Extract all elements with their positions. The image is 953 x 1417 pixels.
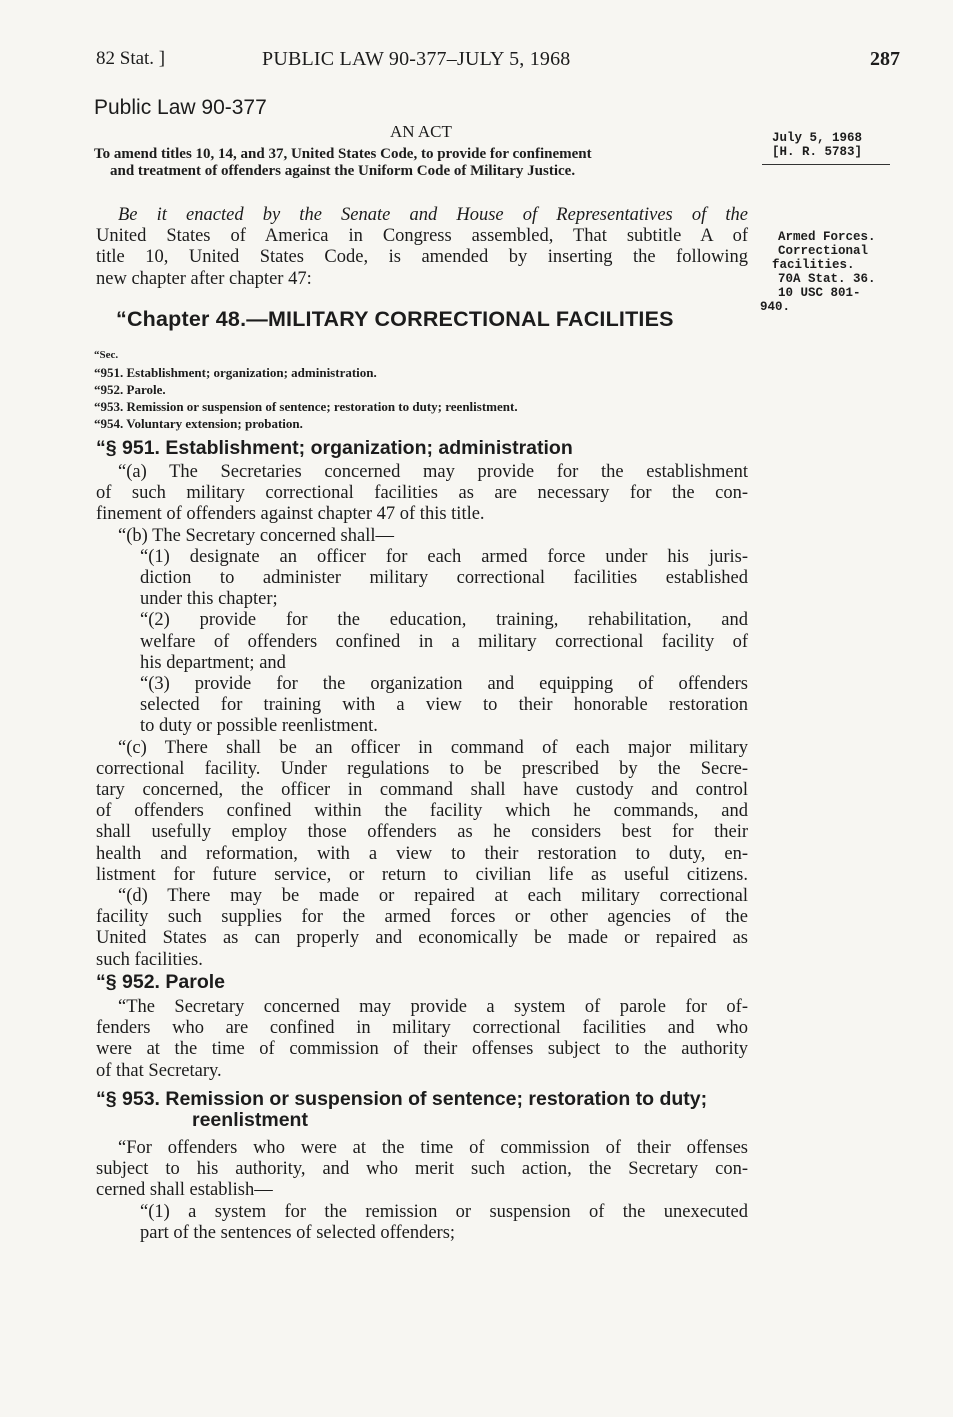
text-line: his department; and: [140, 652, 286, 673]
text-line: “For offenders who were at the time of commission of their offenses: [118, 1138, 748, 1158]
text-line: part of the sentences of selected offenders;: [140, 1222, 456, 1243]
act-title: [94, 146, 754, 180]
toc-item: “952. Parole.: [94, 382, 166, 397]
text-line: “(2) provide for the education, training, rehabilitation, and: [140, 610, 748, 631]
toc-item: “954. Voluntary extension; probation.: [94, 416, 303, 431]
margin-note-line: Correctional: [778, 244, 869, 258]
text-line: “(a) The Secretaries concerned may provide for the establishment: [118, 462, 748, 482]
text-line: subject to his authority, and who merit such action, the Secretary con-: [96, 1159, 748, 1180]
margin-note-line: facilities.: [772, 258, 855, 272]
text-line: of that Secretary.: [96, 1060, 222, 1081]
text-line: fenders who are confined in military correctional facilities and who: [96, 1018, 748, 1039]
section-953-heading: [96, 1089, 707, 1131]
act-title-line: and treatment of offenders against the Uniform Code of Military Justice.: [110, 163, 576, 179]
enacting-clause: [96, 205, 748, 290]
section-951-heading: “§ 951. Establishment; organization; administration: [96, 437, 573, 459]
text-line: were at the time of commission of their offenses subject to the authority: [96, 1039, 748, 1060]
text-line: listment for future service, or return to civilian life as useful citizens.: [96, 864, 748, 885]
margin-rule: [762, 164, 890, 165]
text-line: shall usefully employ those offenders as he considers best for their: [96, 822, 748, 843]
section-953-heading-line: reenlistment: [192, 1109, 308, 1131]
text-line: under this chapter;: [140, 589, 278, 610]
running-head-title: PUBLIC LAW 90-377–JULY 5, 1968: [262, 48, 571, 70]
section-951-body: [96, 462, 748, 971]
toc-item: “953. Remission or suspension of sentence; restoration to duty; reenlistment.: [94, 399, 518, 414]
margin-note-line: 940.: [760, 300, 791, 314]
section-952-body: [96, 997, 748, 1082]
margin-date: July 5, 1968: [772, 131, 863, 145]
text-line: of offenders confined within the facility which he commands, and: [96, 801, 748, 822]
margin-note-line: 70A Stat. 36.: [778, 272, 876, 286]
text-line: “(d) There may be made or repaired at each military correctional: [118, 886, 748, 907]
margin-bill-number: [H. R. 5783]: [772, 145, 863, 159]
text-line: “(1) a system for the remission or suspension of the unexecuted: [140, 1201, 748, 1222]
act-title-line: To amend titles 10, 14, and 37, United States Code, to provide for confinement: [94, 146, 592, 162]
section-table: [94, 347, 518, 432]
text-line: cerned shall establish—: [96, 1180, 273, 1201]
margin-date-note: [772, 131, 862, 159]
text-line: finement of offenders against chapter 47 of this title.: [96, 504, 485, 525]
stat-reference: 82 Stat. ]: [96, 48, 166, 69]
text-line: facility such supplies for the armed forces or other agencies of the: [96, 907, 748, 928]
enacting-line: Be it enacted by the Senate and House of Representatives of the: [118, 205, 748, 225]
text-line: of such military correctional facilities as are necessary for the con-: [96, 483, 748, 504]
section-953-heading-line: “§ 953. Remission or suspension of sentence; restoration to duty;: [96, 1088, 708, 1110]
text-line: tary concerned, the officer in command shall have custody and control: [96, 780, 748, 801]
text-line: “(c) There shall be an officer in command of each major military: [118, 737, 748, 758]
an-act-label: AN ACT: [390, 122, 452, 141]
margin-note-line: 10 USC 801-: [778, 286, 861, 300]
text-line: to duty or possible reenlistment.: [140, 716, 378, 737]
margin-note-line: Armed Forces.: [778, 230, 876, 244]
text-line: “The Secretary concerned may provide a system of parole for of-: [118, 997, 748, 1017]
enacting-line: new chapter after chapter 47:: [96, 268, 312, 289]
text-line: such facilities.: [96, 949, 203, 970]
text-line: selected for training with a view to their honorable restoration: [140, 695, 748, 716]
text-line: “(b) The Secretary concerned shall—: [118, 525, 395, 546]
text-line: health and reformation, with a view to their restoration to duty, en-: [96, 843, 748, 864]
enacting-line: United States of America in Congress assembled, That subtitle A of: [96, 226, 748, 247]
margin-subject-note: [760, 230, 876, 314]
section-952-heading: “§ 952. Parole: [96, 971, 225, 993]
text-line: correctional facility. Under regulations to be prescribed by the Secre-: [96, 758, 748, 779]
text-line: welfare of offenders confined in a military correctional facility of: [140, 631, 748, 652]
text-line: diction to administer military correctional facilities established: [140, 568, 748, 589]
text-line: United States as can properly and economically be made or repaired as: [96, 928, 748, 949]
text-line: “(1) designate an officer for each armed force under his juris-: [140, 546, 748, 567]
chapter-heading: “Chapter 48.—MILITARY CORRECTIONAL FACILITIES: [116, 307, 674, 331]
public-law-number: Public Law 90-377: [94, 96, 267, 119]
text-line: “(3) provide for the organization and equipping of offenders: [140, 674, 748, 695]
section-953-body: [96, 1138, 748, 1244]
toc-sec-label: “Sec.: [94, 349, 119, 361]
toc-item: “951. Establishment; organization; administration.: [94, 365, 377, 380]
page-number: 287: [870, 48, 900, 70]
enacting-line: title 10, United States Code, is amended by inserting the following: [96, 247, 748, 268]
